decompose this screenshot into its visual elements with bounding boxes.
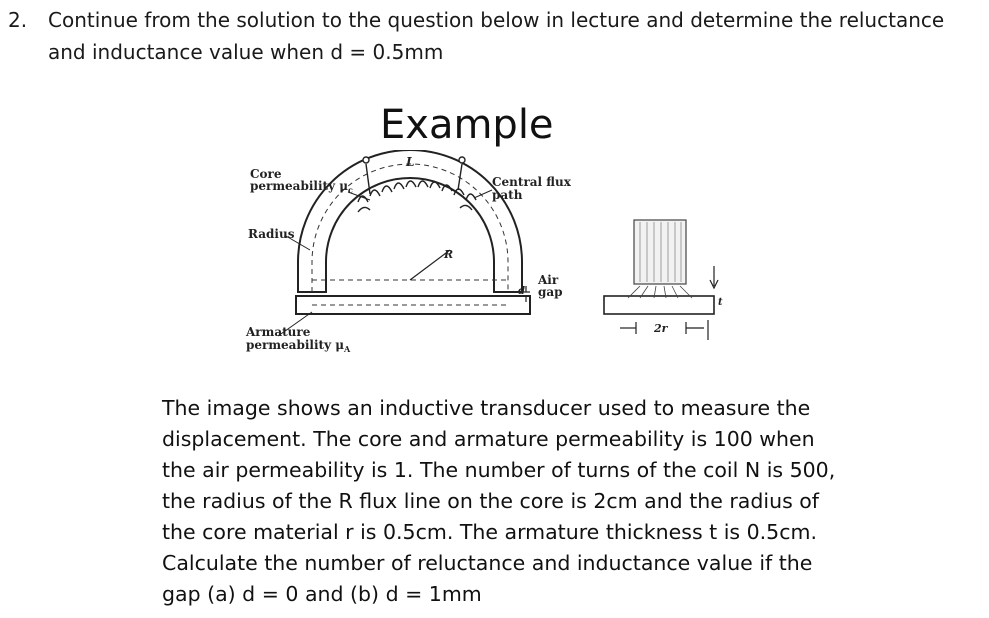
armature-label-line1: Armature [246,325,311,339]
transducer-figure [230,150,770,365]
armature-bar [296,296,530,314]
central-flux-label-line2: path [492,188,523,202]
central-flux-label-line1: Central flux [492,175,571,189]
inductance-label: L [406,155,415,169]
t-label: t [718,297,723,308]
core-label-line2 [250,179,353,195]
core-label-line1: Core [250,167,282,181]
question-number: 2. [8,8,28,32]
question-text: Continue from the solution to the question below in lecture and determine the reluctance and inductance value when d = 0.5mm [48,8,945,64]
core-label-sub: c [348,185,353,195]
armature-label-line2 [246,338,351,354]
air-gap-label-line1: Air [538,273,559,287]
two-r-label: 2r [654,322,668,335]
core-label-mu: permeability μ [250,179,348,193]
problem-text: The image shows an inductive transducer used to measure the displacement. The core and armature permeability is 100 when the air permeability is 1. The number of turns of the coil N is 500, the radius of the R flux line on the core is 2cm and the radius of the core material r is 0.5cm. The armature thickness t is 0.5cm. Calculate the number of reluctance and inductance value if the gap (a) d = 0 and (b) d = 1mm [162,396,836,606]
armature-label-sub: A [344,344,351,354]
core-horseshoe [298,150,522,292]
r-label: R [444,248,454,261]
radius-label: Radius [248,227,295,241]
air-gap-label-line2: gap [538,285,563,299]
example-title: Example [380,102,554,148]
armature-label-mu: permeability μ [246,338,344,352]
d-label: d [518,286,525,297]
